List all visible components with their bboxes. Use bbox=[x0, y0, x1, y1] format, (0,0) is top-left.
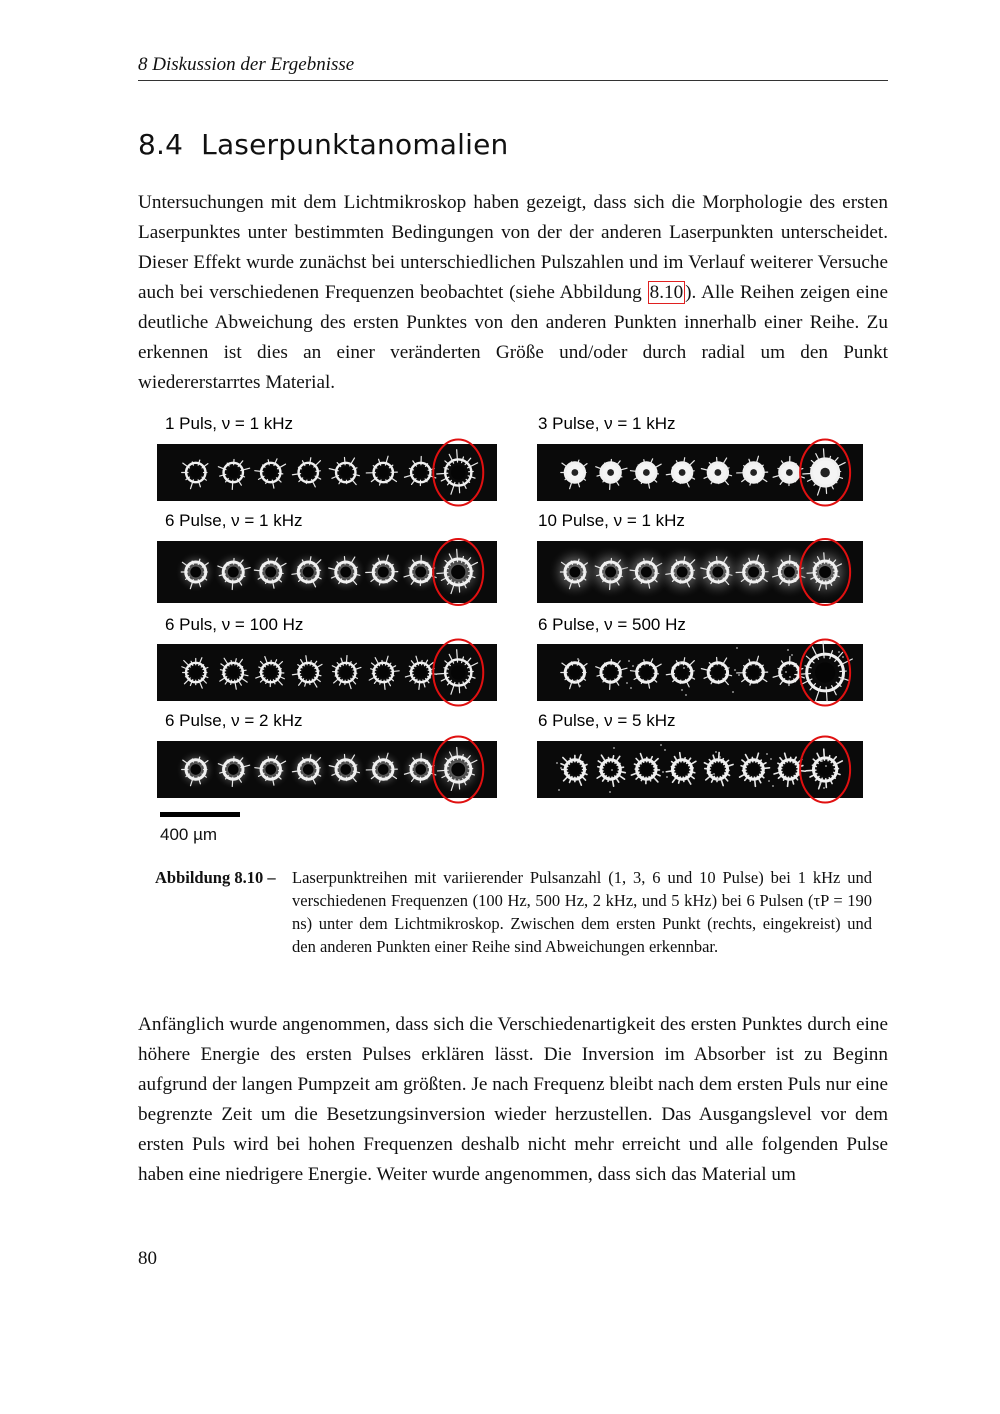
debris-dot bbox=[821, 760, 823, 762]
paragraph-1-text-b: ). Alle Reihen zeigen eine deutliche Abweichung des ersten Punktes von den anderen Punkten innerhalb einer Reihe. Zu erkennen ist dies an einer veränderten Größe und/oder durch radial um den Punkt wiedererstarrtes Material. bbox=[138, 282, 888, 393]
laser-spot bbox=[326, 750, 365, 789]
running-head: 8 Diskussion der Ergebnisse bbox=[138, 54, 888, 81]
laser-spot bbox=[437, 650, 478, 695]
paragraph-1-text-a: Untersuchungen mit dem Lichtmikroskop haben gezeigt, dass sich die Morphologie des ersten Laserpunktes unter bestimmten Bedingungen von der der anderen Laserpunkten unterscheidet. Dieser Effekt wurde zunächst bei unterschiedlichen Pulszahlen und im Verlauf weiterer Versuche auch bei verschiedenen Frequenzen beobachtet (siehe Abbildung bbox=[138, 192, 888, 303]
laser-spot bbox=[704, 753, 733, 786]
laser-spot bbox=[176, 750, 215, 789]
debris-dot bbox=[838, 651, 840, 653]
laser-spot bbox=[405, 656, 436, 689]
section-number: 8.4 bbox=[138, 127, 184, 161]
laser-spot bbox=[433, 744, 483, 794]
panel-label: 10 Pulse, ν = 1 kHz bbox=[538, 511, 685, 530]
debris-dot bbox=[789, 676, 791, 678]
panel-label: 1 Puls, ν = 1 kHz bbox=[165, 414, 294, 433]
laser-spot bbox=[737, 456, 768, 485]
laser-spot bbox=[596, 459, 627, 489]
panel-label: 6 Pulse, ν = 5 kHz bbox=[538, 711, 676, 730]
paragraph-1 bbox=[138, 188, 888, 398]
debris-dot bbox=[819, 782, 821, 784]
debris-dot bbox=[772, 785, 774, 787]
micrograph-strip bbox=[157, 644, 497, 701]
scale-bar bbox=[160, 812, 240, 817]
laser-spot bbox=[701, 458, 731, 485]
micrograph-image bbox=[157, 444, 497, 501]
micrograph-strip bbox=[157, 541, 497, 603]
laser-spot bbox=[214, 750, 253, 789]
debris-dot bbox=[630, 687, 632, 689]
laser-spot bbox=[288, 552, 328, 592]
laser-spot bbox=[597, 755, 625, 786]
micrograph-image bbox=[537, 644, 863, 701]
debris-dot bbox=[785, 671, 787, 673]
laser-spot bbox=[220, 658, 248, 689]
laser-spot bbox=[561, 755, 587, 785]
laser-spot bbox=[666, 753, 696, 784]
panel-label: 6 Pulse, ν = 1 kHz bbox=[165, 511, 303, 530]
laser-spot bbox=[329, 458, 359, 485]
figure-reference-link[interactable]: 8.10 bbox=[649, 282, 684, 303]
laser-spot bbox=[630, 459, 661, 488]
debris-dot bbox=[626, 682, 628, 684]
debris-dot bbox=[579, 685, 581, 687]
laser-spot bbox=[701, 658, 731, 685]
debris-dot bbox=[613, 747, 615, 749]
laser-spot bbox=[176, 552, 216, 592]
micrograph-strip bbox=[537, 644, 863, 701]
debris-dot bbox=[840, 678, 842, 680]
laser-spot bbox=[404, 457, 435, 486]
laser-spot bbox=[437, 450, 478, 495]
section-title-text: Laserpunktanomalien bbox=[201, 127, 509, 161]
debris-dot bbox=[679, 662, 681, 664]
debris-dot bbox=[823, 787, 825, 789]
debris-dot bbox=[842, 656, 844, 658]
laser-spot bbox=[182, 658, 208, 688]
micrograph-image bbox=[157, 644, 497, 701]
debris-dot bbox=[681, 689, 683, 691]
laser-spot bbox=[631, 754, 660, 784]
laser-spot bbox=[256, 657, 285, 687]
micrograph-image bbox=[537, 444, 863, 501]
laser-spot bbox=[432, 546, 484, 598]
panel-label: 3 Pulse, ν = 1 kHz bbox=[538, 414, 676, 433]
micrograph-image bbox=[157, 541, 497, 603]
laser-spot bbox=[561, 460, 587, 489]
laser-spot bbox=[182, 460, 208, 489]
debris-dot bbox=[715, 751, 717, 753]
laser-spot bbox=[666, 458, 694, 487]
paragraph-2: Anfänglich wurde angenommen, dass sich die Verschiedenartigkeit des ersten Punktes durch eine höhere Energie des ersten Pulses erklären lässt. Die Inversion im Absorber ist zu Beginn aufgrund der langen Pumpzeit am größten. Je nach Frequenz bleibt nach dem ersten Puls nur eine begrenzte Zeit um die Besetzungsinversion wieder herzustellen. Das Ausgangslevel vor dem ersten Puls wird bei hohen Frequenzen deshalb nicht mehr erreicht und alle folgenden Pulse haben eine niedrigere Energie. Weiter wurde angenommen, dass sich das Material um bbox=[138, 1014, 888, 1185]
micrograph-image bbox=[537, 741, 863, 798]
debris-dot bbox=[736, 647, 738, 649]
laser-spot bbox=[289, 750, 328, 789]
panel-label: 6 Pulse, ν = 2 kHz bbox=[165, 711, 303, 730]
debris-dot bbox=[717, 778, 719, 780]
micrograph-strip bbox=[537, 741, 863, 798]
debris-dot bbox=[575, 680, 577, 682]
laser-spot bbox=[596, 659, 627, 689]
laser-spot bbox=[332, 656, 361, 689]
debris-dot bbox=[719, 756, 721, 758]
debris-dot bbox=[628, 660, 630, 662]
caption-text: Laserpunktreihen mit variierender Pulsanzahl (1, 3, 6 und 10 Pulse) bei 1 kHz und verschiedenen Frequenzen (100 Hz, 500 Hz, 2 kHz, und 5 kHz) bei 6 Pulsen (τP = 190 ns) unter dem Lichtmikroskop. Zwischen dem ersten Punkt (rechts, eingekreist) und den anderen Punkten einer Reihe sind Abweichungen erkennbar. bbox=[292, 868, 872, 956]
debris-dot bbox=[713, 773, 715, 775]
laser-spot bbox=[292, 458, 320, 487]
micrograph-strip bbox=[157, 444, 497, 501]
debris-dot bbox=[683, 667, 685, 669]
micrograph-strip bbox=[537, 541, 863, 603]
laser-spot bbox=[666, 658, 694, 687]
laser-spot bbox=[737, 656, 768, 685]
micrograph-strip bbox=[537, 444, 863, 501]
laser-spot bbox=[366, 456, 397, 485]
debris-dot bbox=[660, 744, 662, 746]
laser-spot bbox=[255, 459, 286, 488]
laser-spot bbox=[251, 750, 290, 789]
laser-spot bbox=[369, 656, 399, 689]
laser-spot bbox=[803, 449, 845, 495]
laser-spot bbox=[218, 459, 249, 489]
section-title bbox=[138, 128, 508, 161]
laser-spot bbox=[251, 552, 291, 592]
debris-dot bbox=[825, 765, 827, 767]
panel-label: 6 Puls, ν = 100 Hz bbox=[165, 615, 304, 634]
debris-dot bbox=[685, 694, 687, 696]
laser-spot bbox=[806, 749, 842, 789]
laser-spot bbox=[213, 552, 253, 592]
debris-dot bbox=[577, 658, 579, 660]
debris-dot bbox=[768, 780, 770, 782]
debris-dot bbox=[734, 669, 736, 671]
debris-dot bbox=[766, 753, 768, 755]
debris-dot bbox=[609, 791, 611, 793]
laser-spot bbox=[740, 753, 770, 786]
debris-dot bbox=[732, 691, 734, 693]
debris-dot bbox=[558, 789, 560, 791]
debris-dot bbox=[664, 749, 666, 751]
scale-label: 400 µm bbox=[160, 825, 218, 844]
debris-dot bbox=[738, 674, 740, 676]
debris-dot bbox=[787, 649, 789, 651]
laser-spot bbox=[363, 552, 403, 592]
panel-label: 6 Pulse, ν = 500 Hz bbox=[538, 615, 686, 634]
debris-dot bbox=[611, 769, 613, 771]
micrograph-image bbox=[157, 741, 497, 798]
debris-dot bbox=[791, 654, 793, 656]
debris-dot bbox=[632, 665, 634, 667]
debris-dot bbox=[770, 758, 772, 760]
laser-spot bbox=[364, 750, 403, 789]
micrograph-image bbox=[537, 541, 863, 603]
debris-dot bbox=[556, 762, 558, 764]
page-number: 80 bbox=[138, 1248, 157, 1269]
caption-label: Abbildung 8.10 – bbox=[155, 868, 276, 887]
debris-dot bbox=[560, 767, 562, 769]
debris-dot bbox=[662, 771, 664, 773]
laser-spot bbox=[326, 552, 366, 592]
micrograph-strip bbox=[157, 741, 497, 798]
laser-spot bbox=[561, 660, 587, 689]
laser-spot bbox=[292, 656, 322, 687]
debris-dot bbox=[666, 776, 668, 778]
laser-spot bbox=[630, 659, 661, 688]
